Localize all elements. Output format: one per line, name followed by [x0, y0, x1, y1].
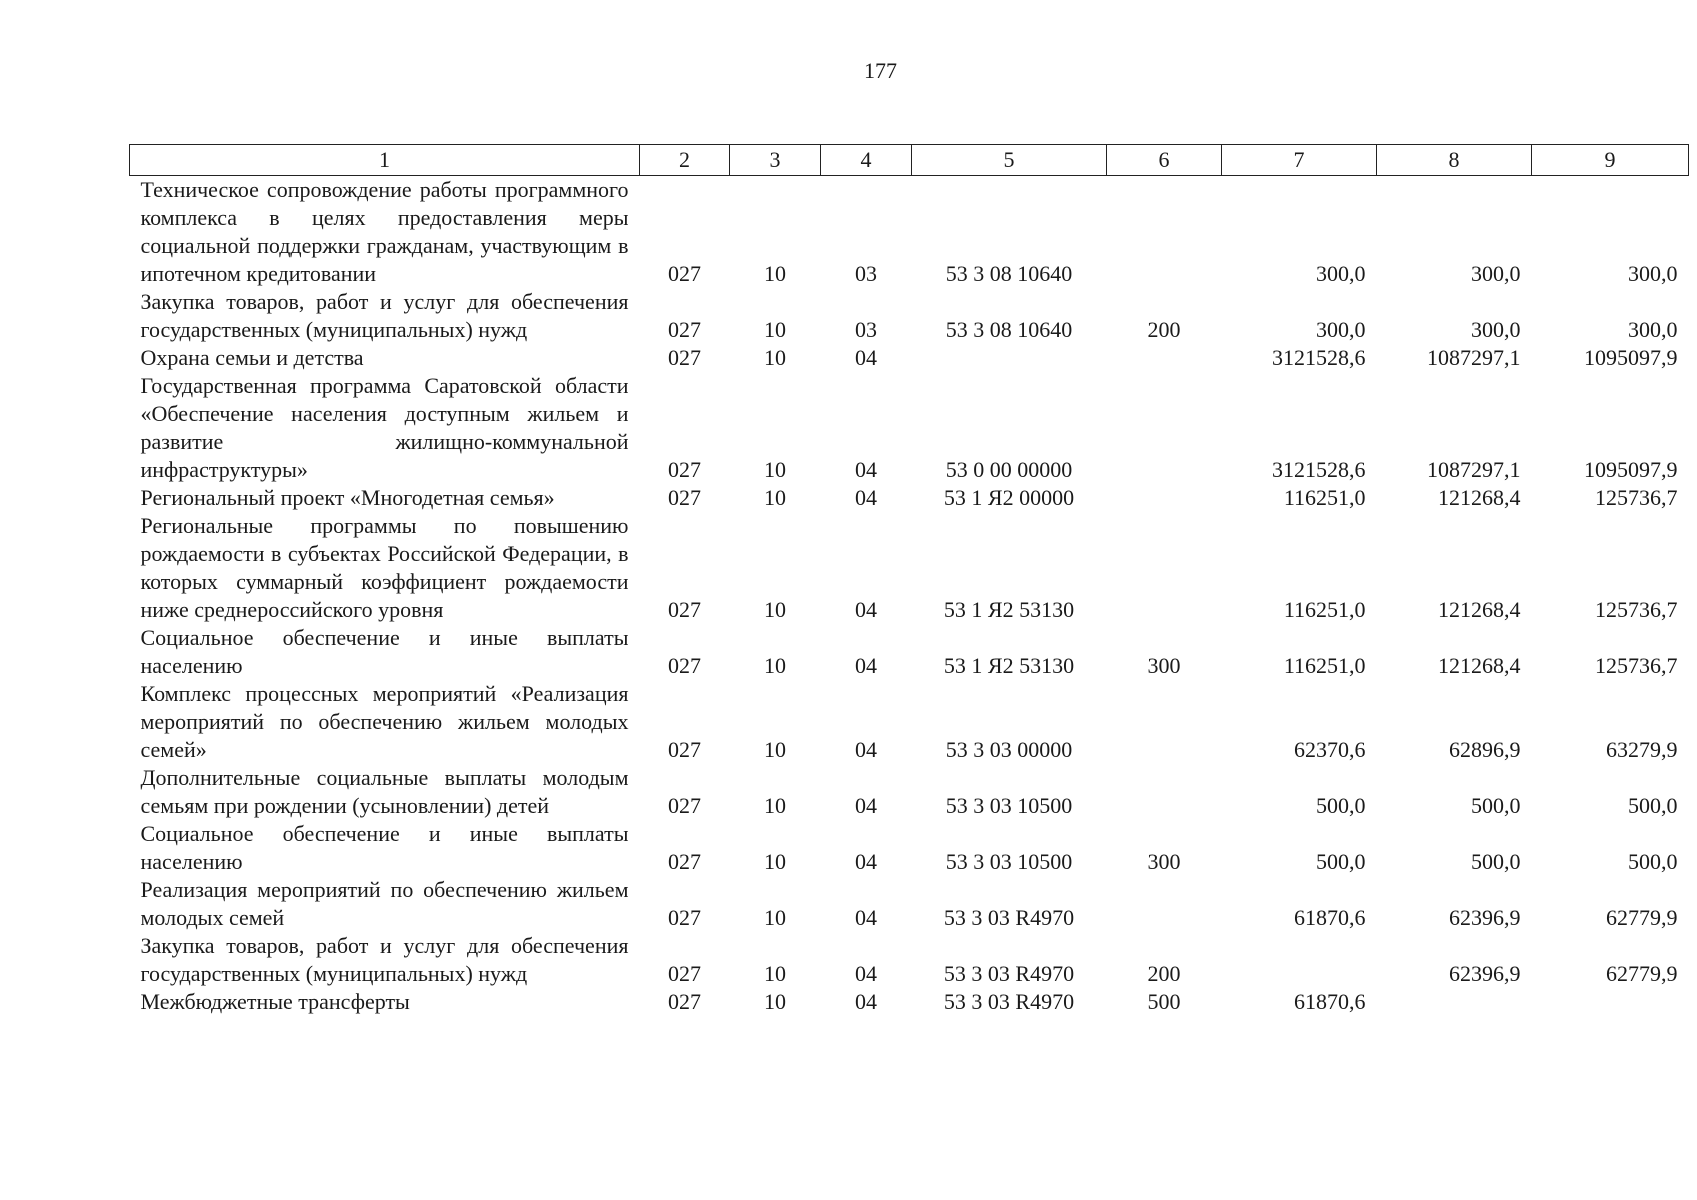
row-target-article: 53 3 03 R4970 — [943, 961, 1075, 986]
row-amount-col9: 125736,7 — [1595, 485, 1678, 510]
row-ministry-code: 027 — [668, 317, 701, 342]
row-target-article — [912, 344, 1107, 372]
table-row — [130, 932, 1689, 988]
row-subsection: 04 — [855, 905, 877, 930]
table-row — [130, 624, 1689, 680]
row-target-article: 53 3 03 R4970 — [943, 989, 1075, 1014]
row-section: 10 — [764, 737, 786, 762]
row-ministry-code: 027 — [668, 989, 701, 1014]
row-amount-col8 — [1377, 988, 1532, 1016]
row-section: 10 — [764, 905, 786, 930]
row-amount-col9 — [1532, 988, 1689, 1016]
row-name: Социальное обеспечение и иные выплаты населению — [140, 625, 629, 678]
row-section: 10 — [764, 961, 786, 986]
row-name: Региональный проект «Многодетная семья» — [140, 485, 555, 510]
row-target-article: 53 0 00 00000 — [945, 457, 1073, 482]
row-amount-col9: 62779,9 — [1606, 905, 1678, 930]
row-expense-type — [1107, 372, 1222, 484]
row-expense-type: 500 — [1147, 989, 1181, 1014]
row-expense-type — [1107, 512, 1222, 624]
row-amount-col9: 1095097,9 — [1584, 345, 1678, 370]
row-target-article: 53 3 08 10640 — [945, 261, 1073, 286]
page-number: 177 — [864, 58, 897, 83]
row-name: Закупка товаров, работ и услуг для обеспечения государственных (муниципальных) нужд — [140, 933, 629, 986]
row-section: 10 — [764, 849, 786, 874]
row-amount-col7: 300,0 — [1316, 261, 1366, 286]
row-section: 10 — [764, 485, 786, 510]
row-amount-col9: 1095097,9 — [1584, 457, 1678, 482]
header-col-9: 9 — [1532, 145, 1689, 176]
table-row — [130, 680, 1689, 764]
table-body — [130, 176, 1689, 1017]
row-section: 10 — [764, 457, 786, 482]
header-col-5: 5 — [912, 145, 1107, 176]
row-subsection: 04 — [855, 345, 877, 370]
row-amount-col8: 1087297,1 — [1427, 345, 1521, 370]
table-row — [130, 176, 1689, 289]
header-col-4: 4 — [821, 145, 912, 176]
row-name: Закупка товаров, работ и услуг для обеспечения государственных (муниципальных) нужд — [140, 289, 629, 342]
row-section: 10 — [764, 653, 786, 678]
row-amount-col7: 500,0 — [1316, 793, 1366, 818]
row-expense-type: 300 — [1147, 849, 1181, 874]
row-name: Дополнительные социальные выплаты молодым семьям при рождении (усыновлении) детей — [140, 765, 629, 818]
row-amount-col8: 300,0 — [1471, 261, 1521, 286]
row-amount-col9: 300,0 — [1628, 317, 1678, 342]
row-subsection: 03 — [855, 261, 877, 286]
row-target-article: 53 3 03 10500 — [945, 793, 1073, 818]
row-subsection: 04 — [855, 457, 877, 482]
row-amount-col7: 116251,0 — [1283, 653, 1366, 678]
row-expense-type: 300 — [1147, 653, 1181, 678]
row-amount-col8: 62396,9 — [1449, 961, 1521, 986]
table-row — [130, 344, 1689, 372]
row-section: 10 — [764, 345, 786, 370]
row-target-article: 53 1 Я2 00000 — [943, 485, 1075, 510]
row-amount-col8: 62896,9 — [1449, 737, 1521, 762]
row-name: Техническое сопровождение работы программного комплекса в целях предоставления меры социальной поддержки гражданам, участвующим в ипотечном кредитовании — [140, 177, 629, 286]
row-amount-col8: 121268,4 — [1438, 597, 1521, 622]
row-ministry-code: 027 — [668, 597, 701, 622]
header-col-3: 3 — [730, 145, 821, 176]
row-ministry-code: 027 — [668, 345, 701, 370]
row-amount-col9: 125736,7 — [1595, 653, 1678, 678]
row-ministry-code: 027 — [668, 457, 701, 482]
row-name: Региональные программы по повышению рождаемости в субъектах Российской Федерации, в которых суммарный коэффициент рождаемости ниже среднероссийского уровня — [140, 513, 629, 622]
row-subsection: 04 — [855, 737, 877, 762]
row-section: 10 — [764, 989, 786, 1014]
table-row — [130, 820, 1689, 876]
row-amount-col7: 300,0 — [1316, 317, 1366, 342]
row-amount-col8: 62396,9 — [1449, 905, 1521, 930]
row-ministry-code: 027 — [668, 793, 701, 818]
row-name: Межбюджетные трансферты — [140, 989, 410, 1014]
table-row — [130, 288, 1689, 344]
row-target-article: 53 3 08 10640 — [945, 317, 1073, 342]
row-name: Охрана семьи и детства — [140, 345, 364, 370]
row-expense-type — [1107, 876, 1222, 932]
row-amount-col7: 3121528,6 — [1272, 345, 1366, 370]
row-amount-col7: 62370,6 — [1294, 737, 1366, 762]
row-subsection: 04 — [855, 653, 877, 678]
row-amount-col9: 62779,9 — [1606, 961, 1678, 986]
table-row — [130, 484, 1689, 512]
row-expense-type: 200 — [1147, 317, 1181, 342]
row-ministry-code: 027 — [668, 905, 701, 930]
table-header-row — [130, 145, 1689, 176]
header-col-8: 8 — [1377, 145, 1532, 176]
row-name: Комплекс процессных мероприятий «Реализация мероприятий по обеспечению жильем молодых семей» — [140, 681, 629, 762]
row-amount-col7: 61870,6 — [1294, 905, 1366, 930]
row-ministry-code: 027 — [668, 737, 701, 762]
row-name: Реализация мероприятий по обеспечению жильем молодых семей — [140, 877, 629, 930]
row-target-article: 53 3 03 00000 — [945, 737, 1073, 762]
header-col-6: 6 — [1107, 145, 1222, 176]
row-ministry-code: 027 — [668, 485, 701, 510]
row-subsection: 04 — [855, 793, 877, 818]
row-expense-type: 200 — [1147, 961, 1181, 986]
row-target-article: 53 1 Я2 53130 — [943, 597, 1075, 622]
row-ministry-code: 027 — [668, 653, 701, 678]
row-expense-type — [1107, 176, 1222, 289]
row-name: Государственная программа Саратовской области «Обеспечение населения доступным жильем и развитие жилищно-коммунальной инфраструктуры» — [140, 373, 629, 482]
table-row — [130, 764, 1689, 820]
row-subsection: 03 — [855, 317, 877, 342]
row-subsection: 04 — [855, 597, 877, 622]
row-amount-col9: 500,0 — [1628, 793, 1678, 818]
row-amount-col7 — [1222, 932, 1377, 988]
row-amount-col8: 500,0 — [1471, 849, 1521, 874]
table-row — [130, 372, 1689, 484]
row-expense-type — [1107, 680, 1222, 764]
row-section: 10 — [764, 597, 786, 622]
budget-table — [129, 144, 1689, 1016]
row-ministry-code: 027 — [668, 961, 701, 986]
row-amount-col9: 63279,9 — [1606, 737, 1678, 762]
row-amount-col8: 1087297,1 — [1427, 457, 1521, 482]
row-amount-col8: 300,0 — [1471, 317, 1521, 342]
row-target-article: 53 3 03 10500 — [945, 849, 1073, 874]
table-row — [130, 512, 1689, 624]
row-amount-col9: 500,0 — [1628, 849, 1678, 874]
row-expense-type — [1107, 484, 1222, 512]
row-amount-col8: 500,0 — [1471, 793, 1521, 818]
row-amount-col8: 121268,4 — [1438, 485, 1521, 510]
row-expense-type — [1107, 344, 1222, 372]
row-amount-col7: 116251,0 — [1283, 485, 1366, 510]
table-row — [130, 876, 1689, 932]
row-amount-col9: 300,0 — [1628, 261, 1678, 286]
row-target-article: 53 3 03 R4970 — [943, 905, 1075, 930]
row-section: 10 — [764, 261, 786, 286]
row-section: 10 — [764, 793, 786, 818]
row-subsection: 04 — [855, 485, 877, 510]
row-subsection: 04 — [855, 961, 877, 986]
row-amount-col7: 61870,6 — [1294, 989, 1366, 1014]
row-amount-col8: 121268,4 — [1438, 653, 1521, 678]
table-row — [130, 988, 1689, 1016]
row-target-article: 53 1 Я2 53130 — [943, 653, 1075, 678]
row-section: 10 — [764, 317, 786, 342]
row-ministry-code: 027 — [668, 261, 701, 286]
row-amount-col7: 500,0 — [1316, 849, 1366, 874]
row-subsection: 04 — [855, 849, 877, 874]
row-amount-col9: 125736,7 — [1595, 597, 1678, 622]
row-name: Социальное обеспечение и иные выплаты населению — [140, 821, 629, 874]
header-col-7: 7 — [1222, 145, 1377, 176]
header-col-2: 2 — [640, 145, 730, 176]
header-col-1: 1 — [130, 145, 640, 176]
row-ministry-code: 027 — [668, 849, 701, 874]
row-amount-col7: 116251,0 — [1283, 597, 1366, 622]
row-expense-type — [1107, 764, 1222, 820]
row-subsection: 04 — [855, 989, 877, 1014]
row-amount-col7: 3121528,6 — [1272, 457, 1366, 482]
